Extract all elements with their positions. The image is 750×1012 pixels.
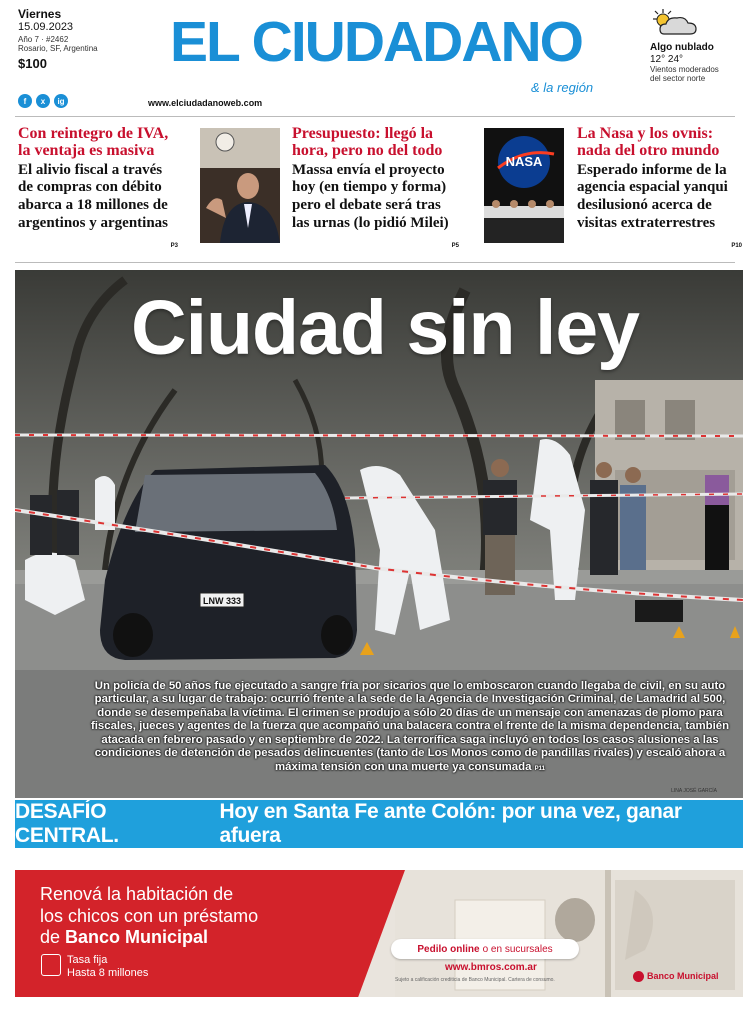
weather-condition: Algo nublado [650,42,714,53]
teaser-photo-nasa [484,128,564,243]
money-bag-icon [41,954,61,976]
weather-wind-2: del sector norte [650,74,706,84]
banner-text: Hoy en Santa Fe ante Colón: por una vez, ganar afuera [219,800,682,847]
weather-temps: 12° 24° [650,53,684,65]
partly-cloudy-icon [650,8,702,38]
issue-edition: Año 7 · #2462 [18,35,69,45]
ad-url-link[interactable]: www.bmros.com.ar [445,962,537,973]
masthead [0,0,750,118]
teaser-page-ref: P3 [170,243,178,249]
main-caption-text: Un policía de 50 años fue ejecutado a sangre fría por sicarios que lo emboscaron cuando llegaba de civil, en su auto particular, a su lugar de trabajo: ocurrió frente a la sede de la Agencia de Investigación Criminal, de Lamadrid al 500, donde se desempeñaba la víctima. El crimen se produjo a sólo 20 días de un mensaje con amenazas de plomo para fiscales, jueces y agentes de la fuerza que acompañó una balacera contra el frente de la misma dependencia, también atacada en febrero pasado y en septiembre de 2022. La terrorífica saga incluyó en todos los casos alusiones a las condiciones de detención de pesados delincuentes (tanto de Los Monos como de pandillas rivales) y escaló ahora a máxima tensión con una muerte ya consumada [90,680,730,773]
ad-cta-button[interactable]: Pedilo online o en sucursales [391,939,579,959]
sports-banner[interactable] [15,800,743,848]
nasa-logo-text: NASA [505,154,543,169]
ad-rate: Tasa fija Hasta 8 millones [67,954,149,980]
main-story[interactable] [15,270,743,798]
ad-brand: Banco Municipal [647,971,719,981]
teaser-headline: Con reintegro de IVA, la ventaja es masiva [18,125,169,159]
teaser-body: Esperado informe de la agencia espacial yanqui desilusionó acerca de visitas extraterrestres [577,161,728,231]
main-headline[interactable]: Ciudad sin ley [131,285,640,371]
social-links [18,94,68,108]
teaser-page-ref: P10 [731,243,742,249]
teaser-headline: Presupuesto: llegó la hora, pero no del todo [292,125,443,159]
facebook-icon[interactable]: f [18,94,32,108]
issue-location: Rosario, SF, Argentina [18,44,98,54]
masthead-divider [15,116,735,117]
teaser-headline: La Nasa y los ovnis: nada del otro mundo [577,125,720,159]
issue-date: 15.09.2023 [18,21,74,34]
main-caption [85,680,735,774]
teaser-nasa[interactable] [577,126,742,256]
weather-wind-1: Vientos moderados [650,65,719,74]
banco-municipal-logo-icon [633,971,644,982]
license-plate: LNW 333 [202,596,242,606]
main-page-ref: P11 [534,765,545,772]
logo-tagline: & la región [531,80,594,95]
teaser-body: El alivio fiscal a través de compras con débito abarca a 18 millones de argentinos y argentinas [18,161,168,231]
teaser-divider [15,262,735,263]
newspaper-logo[interactable]: EL CIUDADANO [170,10,582,74]
issue-day: Viernes [18,7,62,21]
website-link[interactable]: www.elciudadanoweb.com [148,98,263,108]
teaser-page-ref: P5 [451,243,459,249]
instagram-icon[interactable]: ig [54,94,68,108]
issue-price: $100 [18,55,47,71]
issue-meta [18,8,128,71]
teaser-presupuesto[interactable] [292,126,467,256]
x-twitter-icon[interactable]: x [36,94,50,108]
banco-municipal-ad[interactable] [15,870,743,997]
ad-headline: Renová la habitación de los chicos con un préstamo de Banco Municipal [40,884,259,948]
teaser-iva[interactable] [18,126,178,256]
teaser-body: Massa envía el proyecto hoy (en tiempo y forma) pero el debate será tras las urnas (lo pidió Milei) [292,161,449,231]
teaser-photo-massa [200,128,280,243]
weather-box [650,8,745,83]
photo-credit: LINA JOSÉ GARCÍA [671,788,717,794]
banner-kicker: DESAFÍO CENTRAL. [15,800,119,847]
ad-fine-print: Sujeto a calificación crediticia de Banco Municipal. Cartera de consumo. [395,977,555,983]
